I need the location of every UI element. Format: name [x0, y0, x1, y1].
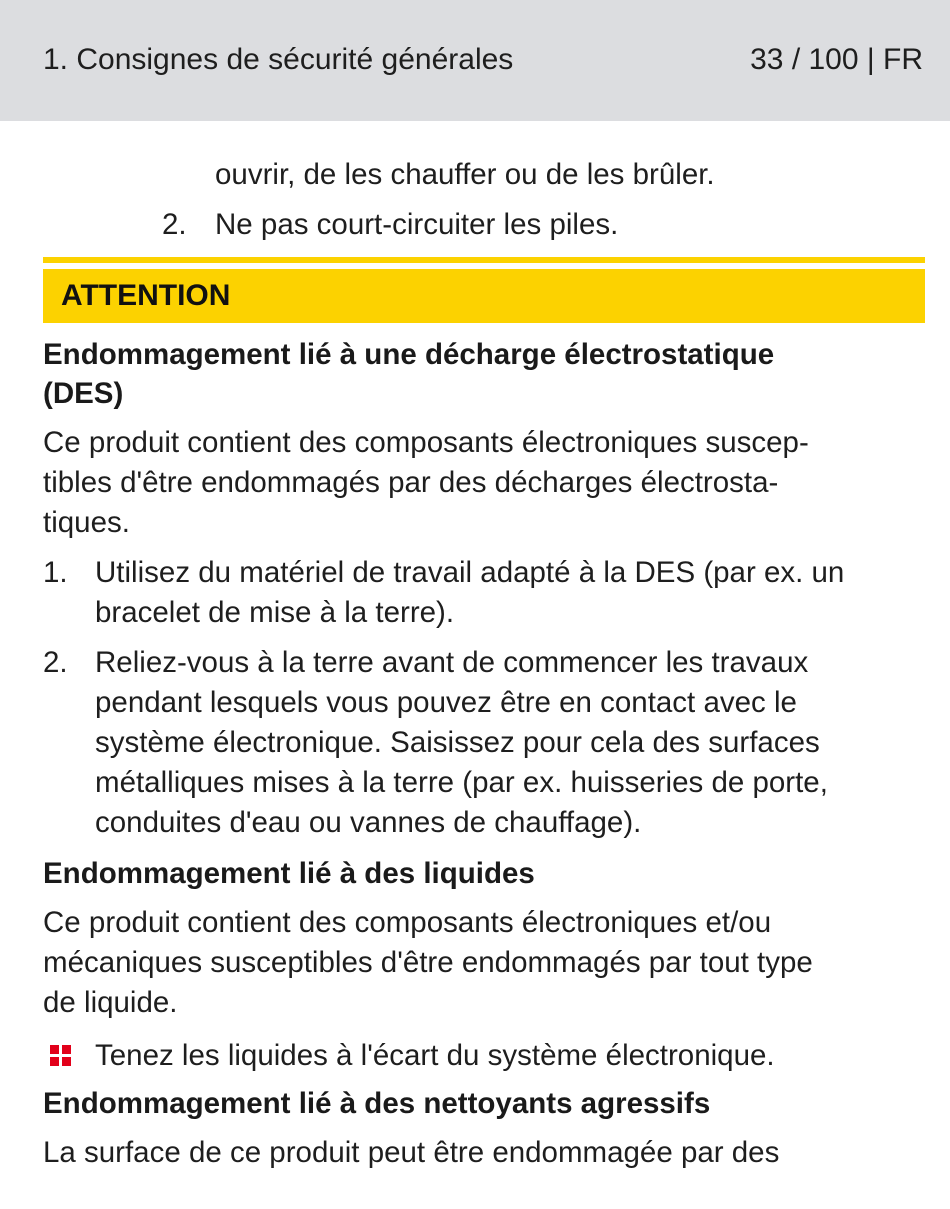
liquids-paragraph: [43, 903, 925, 1023]
page-content: [43, 155, 925, 1173]
page-header: [0, 0, 950, 121]
step-number: 2.: [43, 646, 68, 679]
step-text: [95, 643, 828, 843]
paragraph-line: Ce produit contient des composants électroniques suscep-: [43, 426, 809, 459]
heading-line: Endommagement lié à une décharge électrostatique: [43, 338, 775, 371]
list-item: [162, 205, 925, 245]
paragraph-line: de liquide.: [43, 986, 178, 1019]
list-item-text: Ne pas court-circuiter les piles.: [215, 208, 619, 241]
bullet-text: Tenez les liquides à l'écart du système électronique.: [95, 1039, 775, 1072]
heading-line: (DES): [43, 377, 124, 410]
paragraph-line: tibles d'être endommagés par des décharges électrosta-: [43, 466, 779, 499]
list-item-number: 2.: [162, 208, 187, 241]
page-number: 33 / 100 | FR: [750, 43, 923, 76]
attention-label: ATTENTION: [61, 279, 231, 312]
attention-divider: [43, 257, 925, 263]
paragraph-line: Ce produit contient des composants électroniques et/ou: [43, 906, 772, 939]
liquids-bullet: [43, 1036, 925, 1076]
step-line: Utilisez du matériel de travail adapté à la DES (par ex. un: [95, 556, 845, 589]
attention-banner: [43, 269, 925, 323]
step-text: [95, 553, 844, 633]
section-title: 1. Consignes de sécurité générales: [43, 43, 514, 76]
step-number: 1.: [43, 556, 68, 589]
esd-step-1: [43, 553, 925, 633]
step-line: bracelet de mise à la terre).: [95, 596, 455, 629]
step-line: conduites d'eau ou vannes de chauffage).: [95, 806, 642, 839]
step-line: système électronique. Saisissez pour cela des surfaces: [95, 726, 820, 759]
step-line: pendant lesquels vous pouvez être en contact avec le: [95, 686, 797, 719]
esd-paragraph: [43, 423, 925, 543]
esd-step-2: [43, 643, 925, 843]
cleaners-paragraph: [43, 1133, 925, 1173]
paragraph-line: La surface de ce produit peut être endommagée par des: [43, 1136, 780, 1169]
cleaners-heading: Endommagement lié à des nettoyants agressifs: [43, 1087, 711, 1120]
step-line: métalliques mises à la terre (par ex. huisseries de porte,: [95, 766, 828, 799]
list-item-continuation: ouvrir, de les chauffer ou de les brûler.: [215, 158, 715, 191]
step-line: Reliez-vous à la terre avant de commencer les travaux: [95, 646, 809, 679]
paragraph-line: mécaniques susceptibles d'être endommagés par tout type: [43, 946, 813, 979]
esd-heading: [43, 335, 925, 413]
red-grid-bullet-icon: [43, 1036, 95, 1076]
liquids-heading: Endommagement lié à des liquides: [43, 857, 535, 890]
paragraph-line: tiques.: [43, 506, 130, 539]
